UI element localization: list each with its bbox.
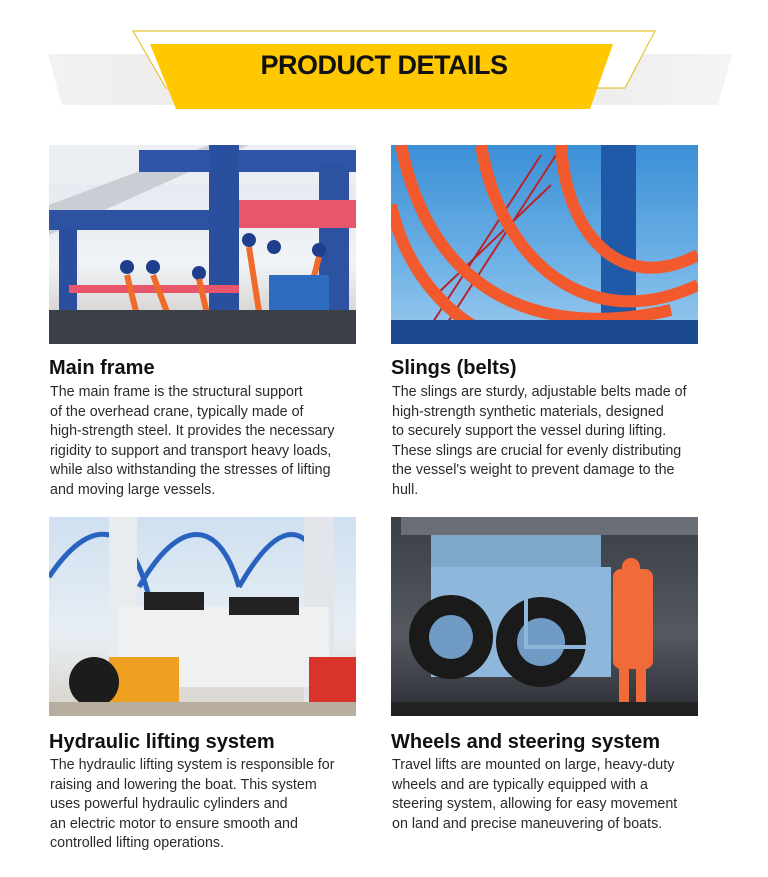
description-line: to securely support the vessel during lifting. bbox=[392, 423, 667, 440]
description-line: wheels and are typically equipped with a bbox=[392, 776, 648, 793]
slings-photo bbox=[391, 145, 698, 344]
card-description bbox=[392, 756, 677, 834]
main-frame-photo bbox=[49, 145, 356, 344]
description-line: Travel lifts are mounted on large, heavy-duty bbox=[392, 757, 675, 773]
description-line: rigidity to support and transport heavy loads, bbox=[50, 442, 332, 459]
card-title: Hydraulic lifting system bbox=[49, 731, 275, 753]
description-line: controlled lifting operations. bbox=[50, 835, 225, 852]
description-line: high-strength synthetic materials, designed bbox=[392, 403, 664, 420]
description-line: raising and lowering the boat. This system bbox=[50, 776, 317, 793]
wheels-steering-photo bbox=[391, 517, 698, 716]
card-title: Slings (belts) bbox=[391, 357, 517, 379]
description-line: The hydraulic lifting system is responsible for bbox=[50, 757, 335, 773]
description-line: of the overhead crane, typically made of bbox=[50, 403, 304, 420]
card-title: Main frame bbox=[49, 357, 155, 379]
header-banner bbox=[0, 0, 768, 110]
description-line: The main frame is the structural support bbox=[50, 384, 303, 400]
card-description bbox=[50, 383, 335, 501]
description-line: hull. bbox=[392, 481, 419, 498]
description-line: an electric motor to ensure smooth and bbox=[50, 815, 298, 832]
description-line: while also withstanding the stresses of lifting bbox=[50, 462, 331, 479]
card-description bbox=[392, 383, 687, 501]
description-line: high-strength steel. It provides the necessary bbox=[50, 423, 335, 440]
description-line: the vessel's weight to prevent damage to the bbox=[392, 462, 675, 479]
card-description bbox=[50, 756, 334, 854]
description-line: and moving large vessels. bbox=[50, 481, 216, 498]
description-line: on land and precise maneuvering of boats. bbox=[392, 815, 663, 832]
description-line: The slings are sturdy, adjustable belts made of bbox=[392, 384, 687, 400]
description-line: uses powerful hydraulic cylinders and bbox=[50, 796, 288, 813]
description-line: steering system, allowing for easy movement bbox=[392, 796, 678, 813]
description-line: These slings are crucial for evenly distributing bbox=[392, 442, 682, 459]
card-title: Wheels and steering system bbox=[391, 731, 660, 753]
page-title: PRODUCT DETAILS bbox=[260, 50, 508, 80]
hydraulic-system-photo bbox=[49, 517, 356, 716]
